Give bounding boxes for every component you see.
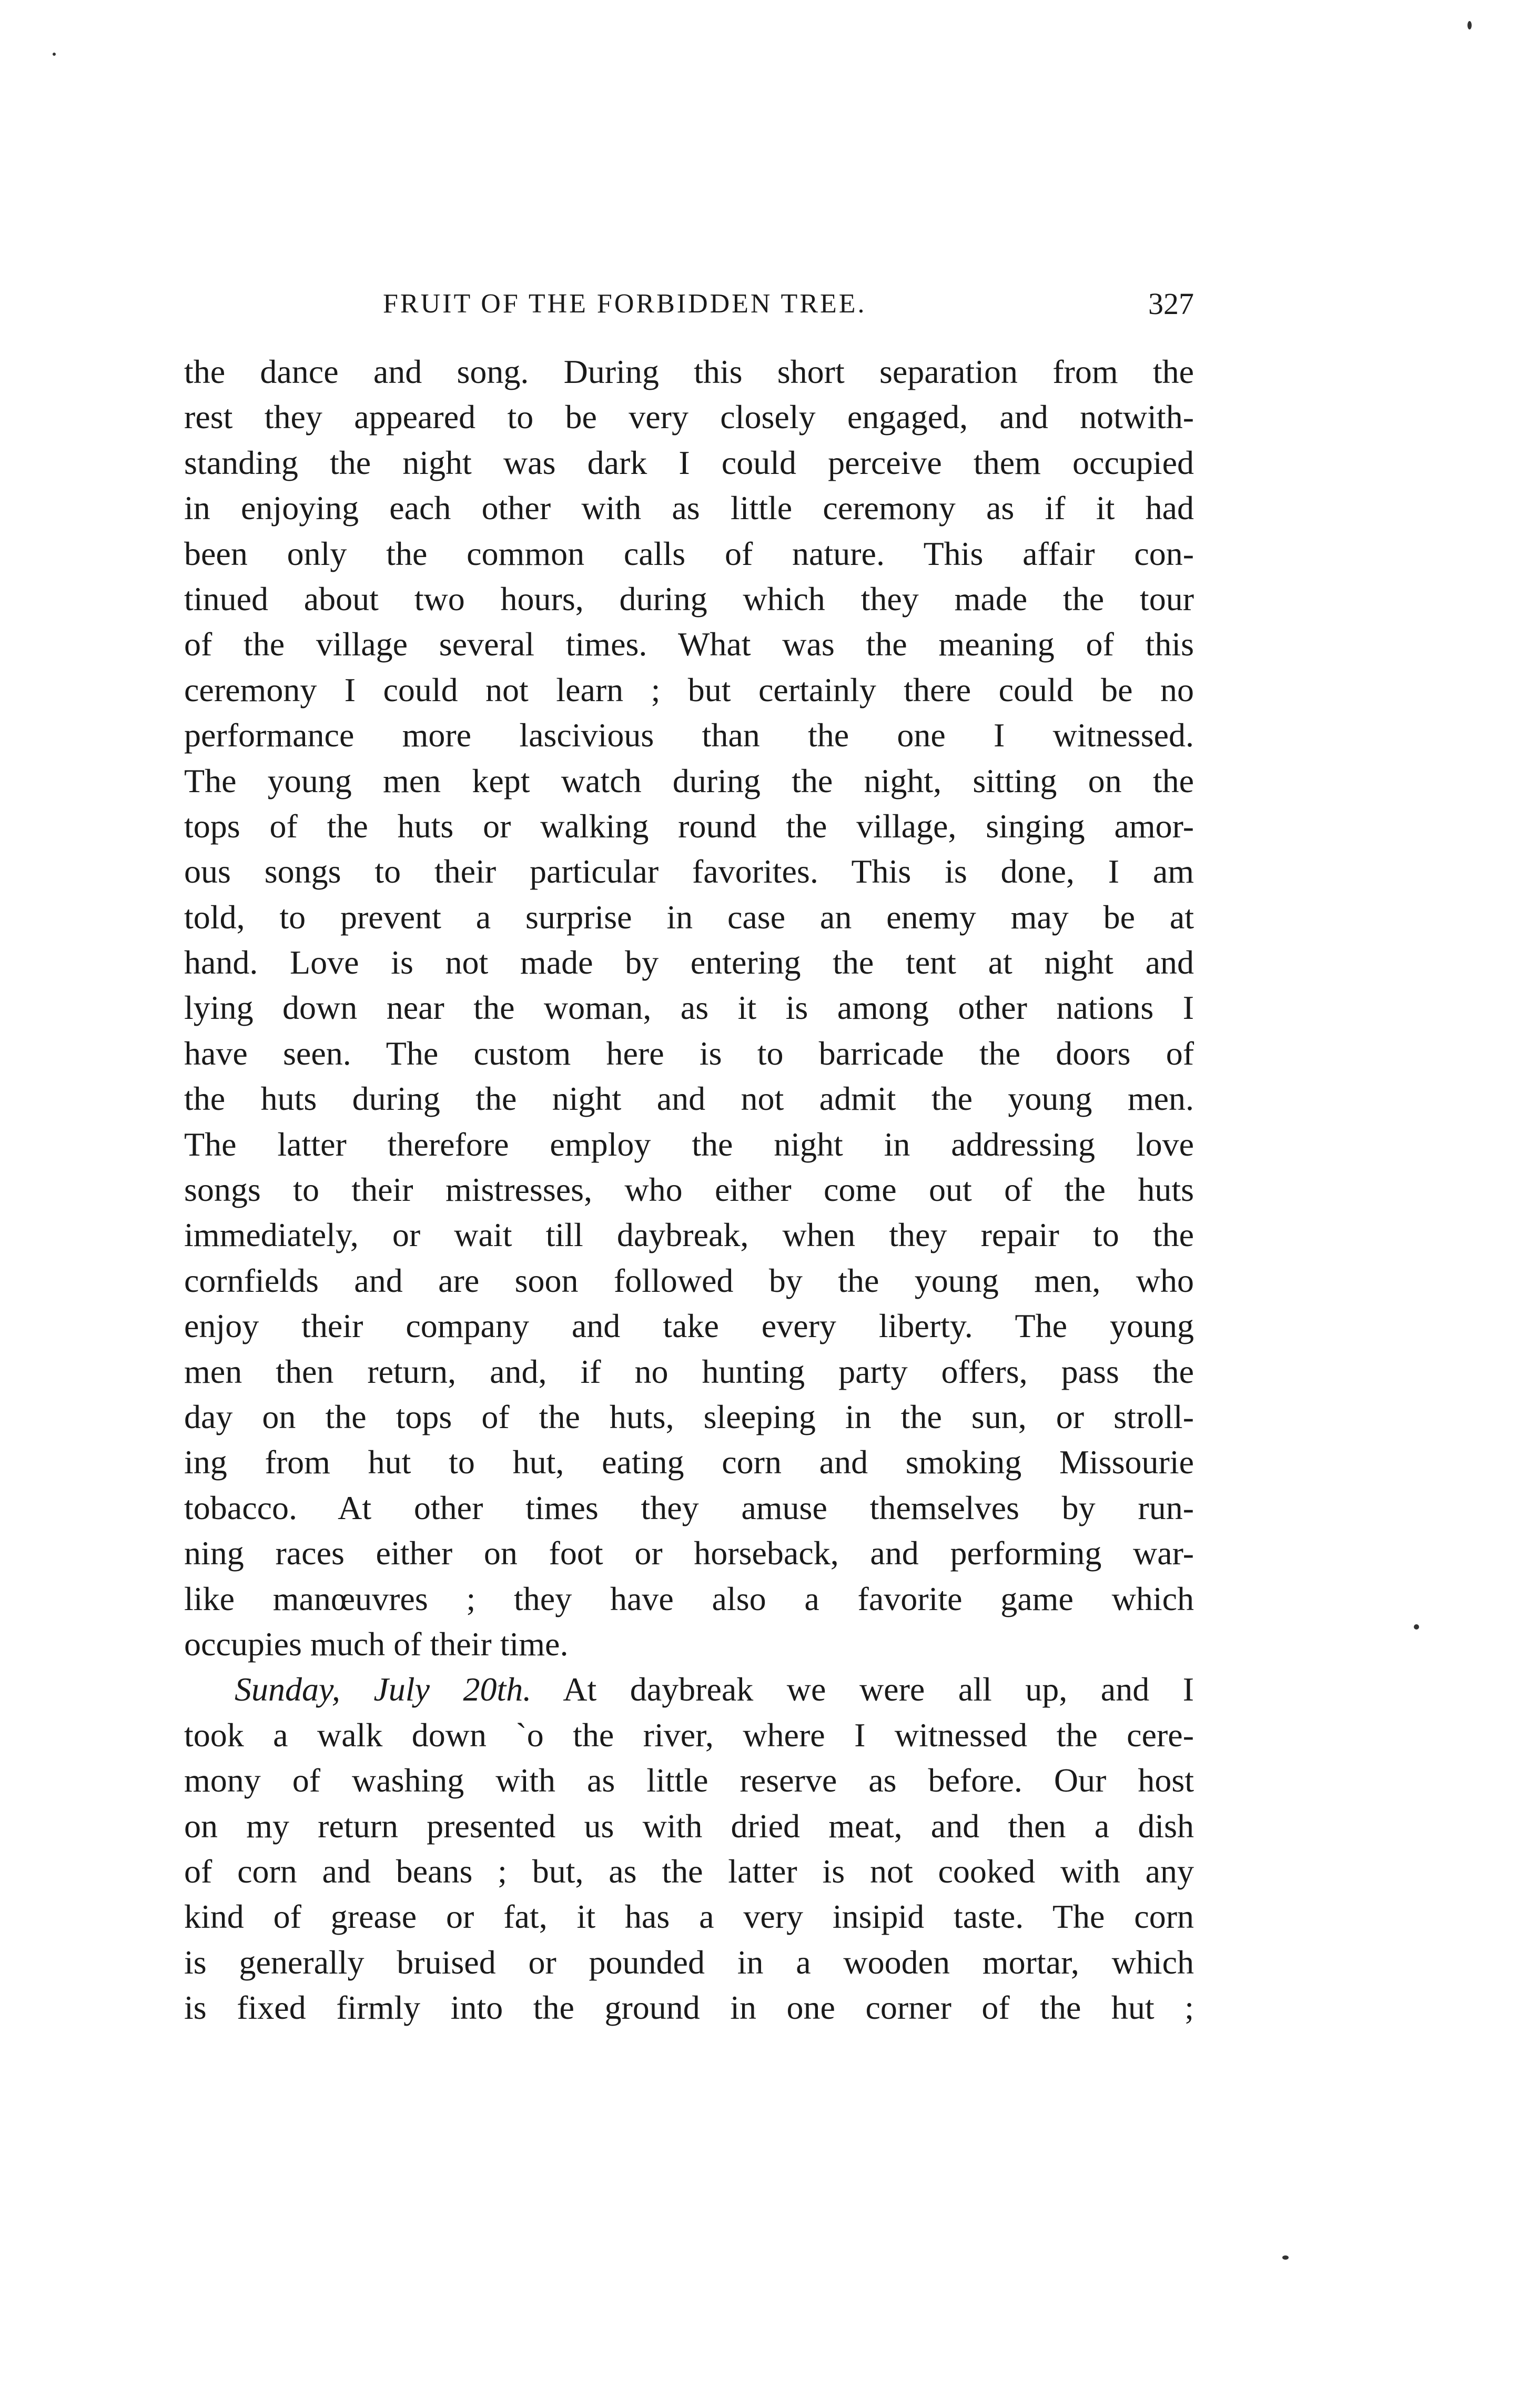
text-line: of corn and beans ; but, as the latter is not cooked with any bbox=[184, 1852, 1194, 1890]
text-line: the huts during the night and not admit the young men. bbox=[184, 1080, 1194, 1118]
text-line: cornfields and are soon followed by the young men, who bbox=[184, 1261, 1194, 1299]
text-line: kind of grease or fat, it has a very insipid taste. The corn bbox=[184, 1898, 1194, 1936]
text-line: is generally bruised or pounded in a wooden mortar, which bbox=[184, 1943, 1194, 1981]
text-line: took a walk down `o the river, where I witnessed the cere- bbox=[184, 1716, 1194, 1754]
text-line: in enjoying each other with as little ceremony as if it had bbox=[184, 489, 1194, 527]
scan-speck bbox=[53, 53, 56, 56]
text-line: been only the common calls of nature. This affair con- bbox=[184, 534, 1194, 572]
scan-speck bbox=[1467, 21, 1472, 29]
text-line: ceremony I could not learn ; but certainly there could be no bbox=[184, 671, 1194, 709]
entry-text: At daybreak we were all up, and I bbox=[531, 1671, 1194, 1708]
text-line: mony of washing with as little reserve as before. Our host bbox=[184, 1762, 1194, 1799]
text-line: men then return, and, if no hunting party offers, pass the bbox=[184, 1352, 1194, 1390]
text-line: tinued about two hours, during which they made the tour bbox=[184, 580, 1194, 618]
text-line: rest they appeared to be very closely engaged, and notwith- bbox=[184, 398, 1194, 436]
text-line: of the village several times. What was the meaning of this bbox=[184, 625, 1194, 663]
text-line: like manœuvres ; they have also a favorite game which bbox=[184, 1580, 1194, 1617]
text-line: the dance and song. During this short separation from the bbox=[184, 353, 1194, 390]
text-line: told, to prevent a surprise in case an enemy may be at bbox=[184, 898, 1194, 936]
text-line: lying down near the woman, as it is among other nations I bbox=[184, 989, 1194, 1027]
running-head bbox=[184, 283, 1194, 325]
text-line: occupies much of their time. bbox=[184, 1625, 569, 1663]
text-line: day on the tops of the huts, sleeping in the sun, or stroll- bbox=[184, 1398, 1194, 1435]
text-line: hand. Love is not made by entering the tent at night and bbox=[184, 944, 1194, 982]
text-line: tobacco. At other times they amuse themselves by run- bbox=[184, 1489, 1194, 1526]
entry-date: Sunday, July 20th. bbox=[235, 1671, 532, 1708]
scan-speck bbox=[1282, 2255, 1289, 2260]
text-line: The latter therefore employ the night in addressing love bbox=[184, 1125, 1194, 1163]
text-line: songs to their mistresses, who either come out of the huts bbox=[184, 1171, 1194, 1209]
text-line: on my return presented us with dried meat, and then a dish bbox=[184, 1807, 1194, 1845]
body-text bbox=[184, 349, 1194, 2030]
text-line: tops of the huts or walking round the village, singing amor- bbox=[184, 807, 1194, 845]
text-line: The young men kept watch during the night, sitting on the bbox=[184, 762, 1194, 800]
text-line: standing the night was dark I could perceive them occupied bbox=[184, 443, 1194, 481]
text-line: ning races either on foot or horseback, and performing war- bbox=[184, 1534, 1194, 1572]
text-line: ous songs to their particular favorites. This is done, I am bbox=[184, 853, 1194, 891]
text-line: have seen. The custom here is to barricade the doors of bbox=[184, 1034, 1194, 1072]
page-number: 327 bbox=[1148, 287, 1194, 321]
text-line: ing from hut to hut, eating corn and smoking Missourie bbox=[184, 1443, 1194, 1481]
text-line: enjoy their company and take every liberty. The young bbox=[184, 1307, 1194, 1345]
scan-speck bbox=[1414, 1624, 1419, 1630]
text-line: immediately, or wait till daybreak, when they repair to the bbox=[184, 1216, 1194, 1254]
dated-entry-line bbox=[184, 1667, 1194, 1712]
text-line: is fixed firmly into the ground in one corner of the hut ; bbox=[184, 1989, 1194, 2027]
text-line: performance more lascivious than the one I witnessed. bbox=[184, 716, 1194, 754]
running-title: FRUIT OF THE FORBIDDEN TREE. bbox=[383, 289, 867, 319]
